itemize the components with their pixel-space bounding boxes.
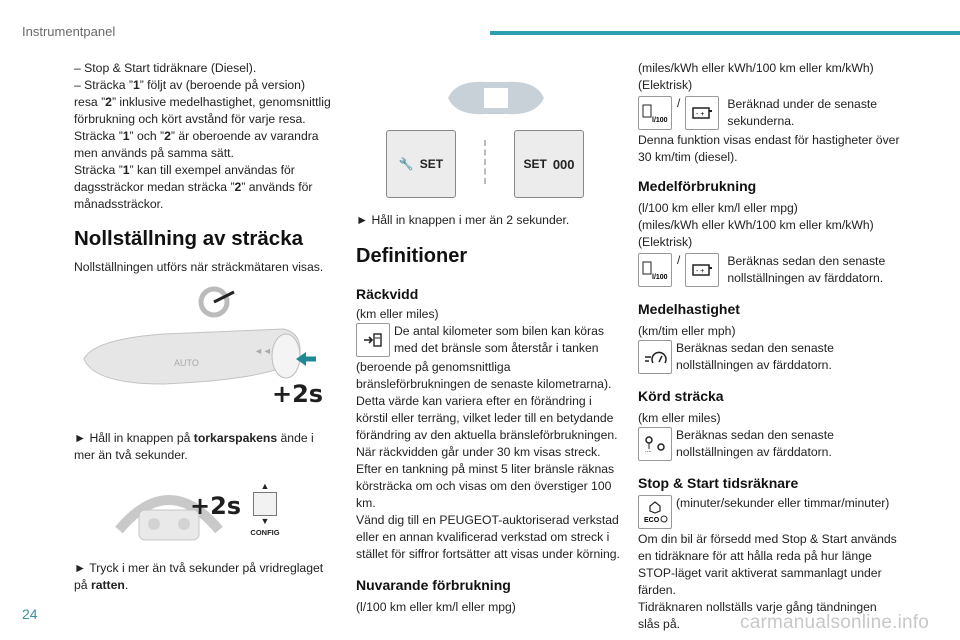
avg-speed-heading: Medelhastighet xyxy=(638,301,740,317)
range-heading: Räckvidd xyxy=(356,286,419,302)
step-wiper: ► Håll in knappen på torkarspakens ände i xyxy=(74,431,314,445)
current-desc-cont: sekunderna. xyxy=(727,114,795,128)
current-note: Denna funktion visas endast för hastigheter över xyxy=(638,133,900,147)
battery-plug-icon xyxy=(685,253,719,287)
config-dial[interactable] xyxy=(250,482,280,537)
config-label: CONFIG xyxy=(250,528,280,537)
avg-unit-1: (l/100 km eller km/l eller mpg) xyxy=(638,201,798,215)
hold-instruction: ► Håll in knappen i mer än 2 sekunder. xyxy=(356,213,570,227)
stop-start-unit: (minuter/sekunder eller timmar/minuter) xyxy=(676,496,890,510)
current-row: l/100 / - + Beräknad under de senaste sekunderna. xyxy=(638,96,918,130)
reset-text: Nollställningen utförs när sträckmätaren visas. xyxy=(74,260,324,274)
distance-unit: (km eller miles) xyxy=(638,411,721,425)
header-accent-bar xyxy=(490,31,960,35)
svg-text:....: .... xyxy=(645,448,652,454)
trip-distance-icon xyxy=(638,427,672,461)
fuel-range-icon xyxy=(356,323,390,357)
current-unit-2: (miles/kWh eller kWh/100 km eller km/kWh) xyxy=(638,61,874,75)
definitions-heading: Definitioner xyxy=(356,245,468,267)
reset-heading: Nollställning av sträcka xyxy=(74,227,304,250)
battery-plug-icon xyxy=(685,96,719,130)
distance-desc-cont: nollställningen av färddatorn. xyxy=(676,445,832,459)
svg-text:l/100: l/100 xyxy=(652,274,668,281)
wiper-stalk-illustration xyxy=(74,284,324,414)
divider xyxy=(484,140,488,184)
wrench-icon: 🔧 xyxy=(398,157,414,171)
section-title: Instrumentpanel xyxy=(22,24,116,39)
arrow-down-icon: ▼ xyxy=(260,516,270,526)
column-left xyxy=(74,60,344,594)
current-unit-3: (Elektrisk) xyxy=(638,78,693,92)
current-unit: (l/100 km eller km/l eller mpg) xyxy=(356,600,516,614)
avg-desc: Beräknas sedan den senaste xyxy=(727,254,886,268)
range-unit: (km eller miles) xyxy=(356,307,439,321)
step-wiper-cont: mer än två sekunder. xyxy=(74,448,188,462)
fuel-pump-icon xyxy=(638,253,672,287)
intro-line: förbrukning och kört avstånd för varje resa. xyxy=(74,112,306,126)
page-number: 24 xyxy=(22,606,38,622)
set-buttons-illustration xyxy=(356,70,596,200)
stop-start-row xyxy=(638,495,918,529)
stop-start-paragraph: Om din bil är försedd med Stop & Start används en tidräknare för att hålla reda på hur länge STOP-läget varit aktiverat sammanlagt under färden. Tidräknaren nollställs varje gång tändningen slås på. xyxy=(638,532,897,631)
fuel-pump-icon xyxy=(638,96,672,130)
svg-text:l/100: l/100 xyxy=(652,117,668,124)
intro-line: dagssträckor medan sträcka ”2” används för xyxy=(74,180,313,194)
svg-text:- +: - + xyxy=(696,111,705,118)
hold-2s-badge-2: +2s xyxy=(190,492,242,520)
range-desc: De antal kilometer som bilen kan köras xyxy=(394,324,604,338)
range-desc-cont: med det bränsle som återstår i tanken xyxy=(394,341,599,355)
avg-desc-cont: nollställningen av färddatorn. xyxy=(727,271,884,285)
svg-text:◄◄: ◄◄ xyxy=(254,346,272,356)
intro-line: Sträcka ”1” och ”2” är oberoende av varandra xyxy=(74,129,319,143)
page-header xyxy=(0,0,960,40)
current-consumption-heading: Nuvarande förbrukning xyxy=(356,577,511,593)
speed-row xyxy=(638,340,918,374)
step-dial-cont: på ratten. xyxy=(74,578,129,592)
current-note-cont: 30 km/tim (diesel). xyxy=(638,150,738,164)
intro-line: resa ”2” inklusive medelhastighet, genomsnittlig xyxy=(74,95,331,109)
avg-unit-3: (Elektrisk) xyxy=(638,235,693,249)
stop-start-heading: Stop & Start tidsräknare xyxy=(638,475,799,491)
set-display-right: SET 000 xyxy=(514,130,584,198)
column-middle xyxy=(356,70,626,616)
speed-desc-cont: nollställningen av färddatorn. xyxy=(676,358,832,372)
svg-text:ECO: ECO xyxy=(644,517,660,524)
avg-row: l/100 / - + Beräknas sedan den senaste nollställningen av färddatorn. xyxy=(638,253,918,287)
intro-line: men används på samma sätt. xyxy=(74,146,234,160)
speed-unit: (km/tim eller mph) xyxy=(638,324,736,338)
hold-2s-badge: +2s xyxy=(272,380,324,408)
arrow-up-icon: ▲ xyxy=(260,481,270,491)
watermark: carmanualsonline.info xyxy=(740,612,930,633)
distance-row xyxy=(638,427,918,461)
range-row xyxy=(356,323,626,357)
intro-line: Sträcka ”1” kan till exempel användas för xyxy=(74,163,295,177)
column-right xyxy=(638,60,918,633)
distance-desc: Beräknas sedan den senaste xyxy=(676,428,834,442)
eco-stopstart-icon xyxy=(638,495,672,529)
avg-consumption-heading: Medelförbrukning xyxy=(638,178,757,194)
step-dial: ► Tryck i mer än två sekunder på vridreglaget xyxy=(74,561,324,575)
speedometer-icon xyxy=(638,340,672,374)
set-display-left: 🔧 SET xyxy=(386,130,456,198)
intro-line: månadssträckor. xyxy=(74,197,164,211)
svg-text:AUTO: AUTO xyxy=(174,358,199,368)
intro-line: – Sträcka ”1” följt av (beroende på version) xyxy=(74,78,306,92)
svg-text:- +: - + xyxy=(696,268,705,275)
range-paragraph: (beroende på genomsnittliga bränsleförbrukningen de senaste kilometrarna). Detta värde kan variera efter en förändring i körstil eller terräng, vilket leder till en betydande förändring av den aktuella bränsleförbrukningen. När räckvidden går under 30 km visas streck. Efter en tankning på minst 5 liter bränsle räknas körsträcka om och visas om den överstiger 100 km. Vänd dig till en PEUGEOT-auktoriserad verkstad eller en annan kvalificerad verkstad om streck i stället för siffror fortsätter att visas under körning. xyxy=(356,360,620,561)
current-desc: Beräknad under de senaste xyxy=(727,97,878,111)
steering-config-illustration xyxy=(74,478,324,548)
speed-desc: Beräknas sedan den senaste xyxy=(676,341,834,355)
dial-square-icon xyxy=(253,492,277,516)
instrument-cluster-icon xyxy=(446,78,546,118)
intro-line: – Stop & Start tidräknare (Diesel). xyxy=(74,61,257,75)
avg-unit-2: (miles/kWh eller kWh/100 km eller km/kWh) xyxy=(638,218,874,232)
distance-heading: Körd sträcka xyxy=(638,388,724,404)
